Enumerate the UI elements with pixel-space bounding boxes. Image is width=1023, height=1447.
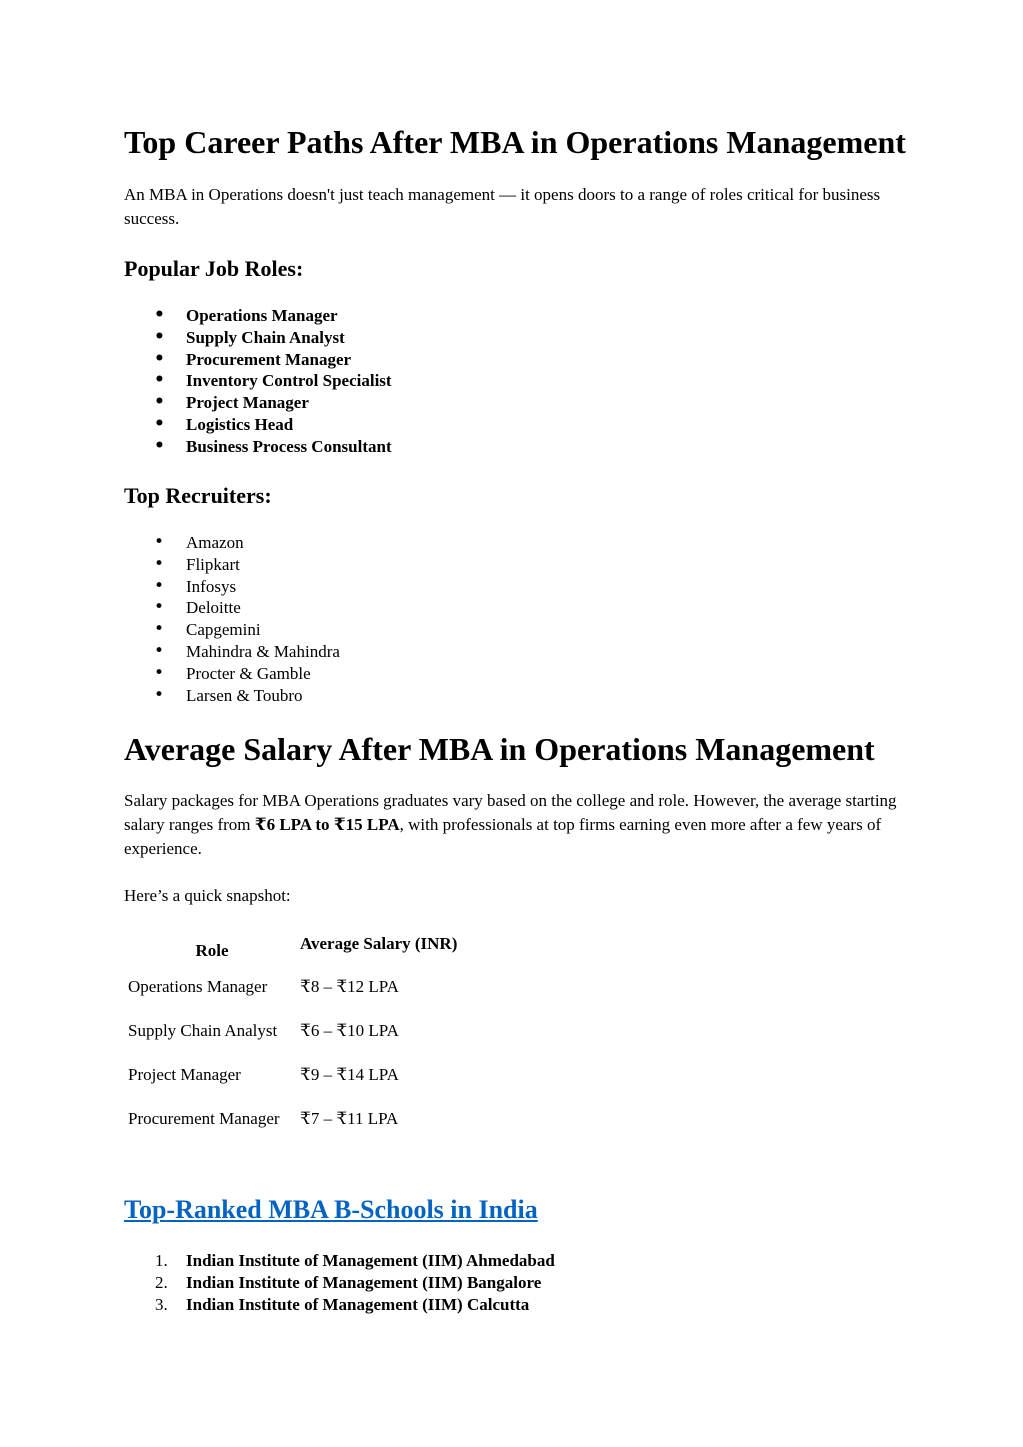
table-row: [124, 1107, 457, 1151]
list-item: • Business Process Consultant: [124, 436, 392, 458]
job-roles-list: [124, 305, 392, 458]
table-cell-role: Operations Manager: [128, 977, 268, 996]
salary-range: ₹6 LPA to ₹15 LPA: [254, 815, 400, 834]
salary-title: Average Salary After MBA in Operations Management: [124, 731, 875, 767]
list-item: • Operations Manager: [124, 305, 392, 327]
table-cell-role: Supply Chain Analyst: [128, 1021, 278, 1040]
salary-text-part1: Salary packages for MBA Operations graduates vary based on the college and role. However, the average starting salary ranges from: [124, 791, 897, 834]
table-row: [124, 975, 457, 1019]
list-item: • Infosys: [124, 576, 340, 598]
list-item: • Deloitte: [124, 597, 340, 619]
list-item: 2. Indian Institute of Management (IIM) Bangalore: [155, 1272, 542, 1292]
salary-paragraph: [124, 789, 914, 861]
career-paths-title: Top Career Paths After MBA in Operations Management: [124, 124, 906, 160]
table-row: [124, 1063, 457, 1107]
salary-text-part2: , with professionals at top firms earning even more after a few years of experience.: [124, 815, 882, 858]
list-item: • Procter & Gamble: [124, 663, 340, 685]
list-item: • Larsen & Toubro: [124, 685, 340, 707]
table-cell-salary: ₹8 – ₹12 LPA: [300, 977, 399, 996]
table-cell-role: Procurement Manager: [128, 1109, 280, 1128]
column-header-salary: Average Salary (INR): [300, 934, 458, 953]
list-item: • Project Manager: [124, 392, 392, 414]
list-item: • Amazon: [124, 532, 340, 554]
table-cell-salary: ₹9 – ₹14 LPA: [300, 1065, 399, 1084]
table-row: [124, 1019, 457, 1063]
list-item: • Capgemini: [124, 619, 340, 641]
b-schools-list: [124, 1250, 555, 1315]
list-item: • Inventory Control Specialist: [124, 370, 392, 392]
b-schools-heading-link[interactable]: Top-Ranked MBA B-Schools in India: [124, 1195, 538, 1224]
snapshot-label: Here’s a quick snapshot:: [124, 886, 291, 905]
recruiters-heading: Top Recruiters:: [124, 483, 272, 508]
career-paths-intro: An MBA in Operations doesn't just teach management — it opens doors to a range of roles critical for business success.: [124, 185, 881, 228]
salary-table: [124, 933, 457, 1151]
table-header-row: [124, 933, 457, 975]
list-item: • Mahindra & Mahindra: [124, 641, 340, 663]
list-item: 3. Indian Institute of Management (IIM) Calcutta: [155, 1294, 530, 1314]
table-cell-role: Project Manager: [128, 1065, 241, 1084]
list-item: 1. Indian Institute of Management (IIM) Ahmedabad: [155, 1251, 555, 1270]
column-header-role: Role: [195, 941, 229, 960]
job-roles-heading: Popular Job Roles:: [124, 256, 304, 281]
list-item: • Supply Chain Analyst: [124, 327, 392, 349]
table-cell-salary: ₹7 – ₹11 LPA: [300, 1109, 399, 1128]
list-item: • Flipkart: [124, 554, 340, 576]
list-item: • Procurement Manager: [124, 349, 392, 371]
table-cell-salary: ₹6 – ₹10 LPA: [300, 1021, 399, 1040]
recruiters-list: [124, 532, 340, 706]
list-item: • Logistics Head: [124, 414, 392, 436]
